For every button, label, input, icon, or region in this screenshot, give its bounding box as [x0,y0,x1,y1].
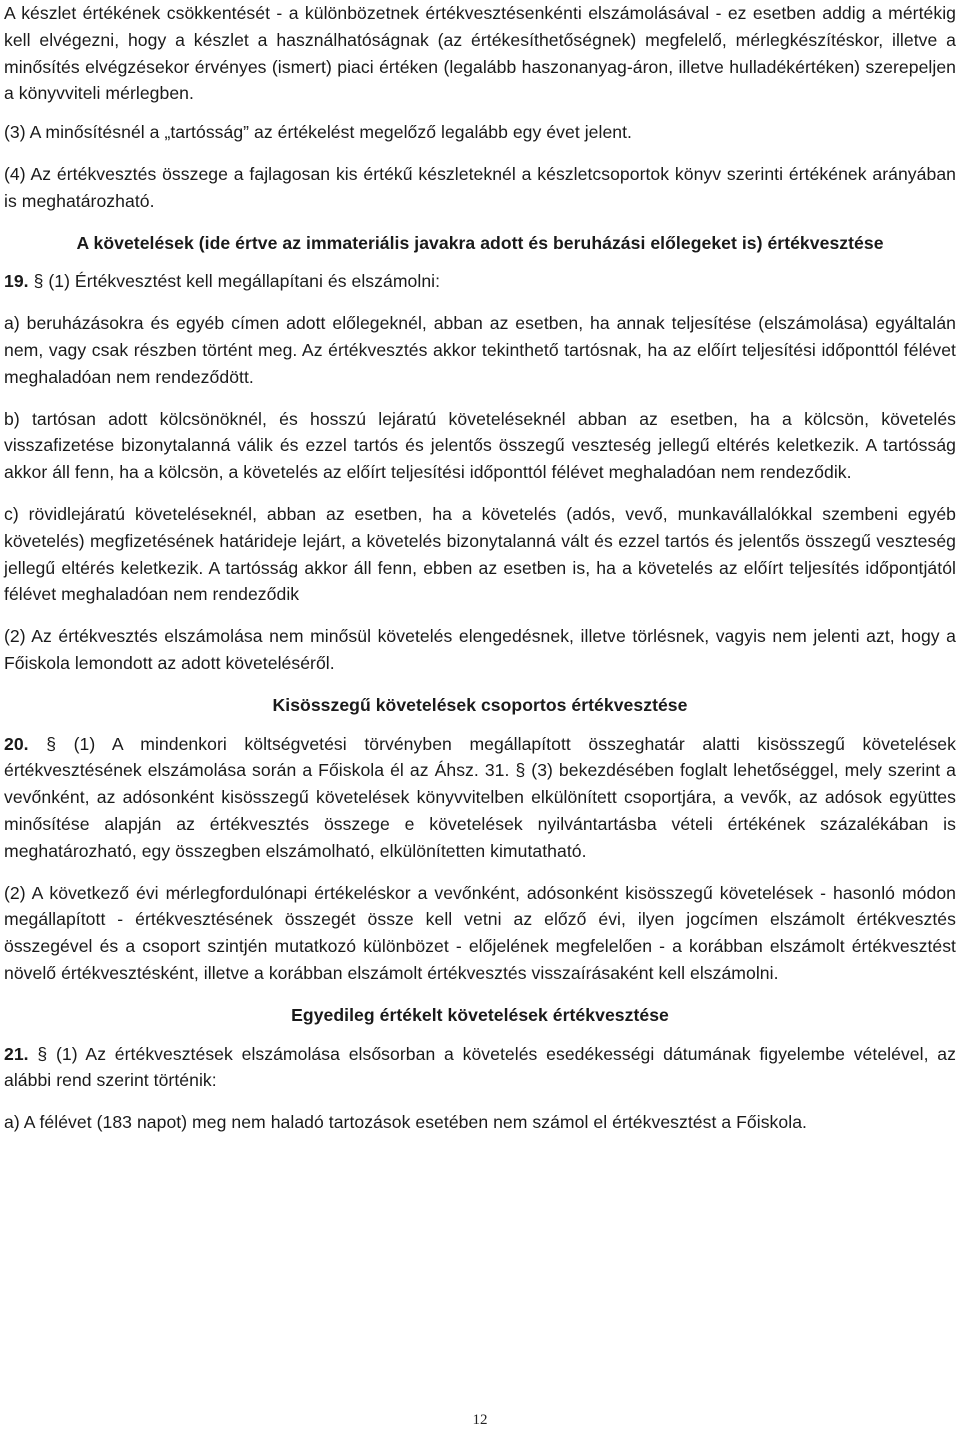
paragraph-4: (4) Az értékvesztés összege a fajlagosan kis értékű készleteknél a készletcsoportok könyv szerinti értékének arányában is meghatározható. [4,163,956,211]
section-21-point-a: a) A félévet (183 napot) meg nem haladó tartozások esetében nem számol el értékvesztést a Főiskola. [4,1112,807,1133]
section-19-point-a: a) beruházásokra és egyéb címen adott előlegeknél, abban az esetben, ha annak teljesítése (elszámolása) egyáltalán nem, vagy csak részben történt meg. Az értékvesztés akkor tekinthető tartósnak, ha az előírt teljesítési időponttól félévet meghaladóan nem rendeződött. [4,313,956,387]
section-20-para-2: (2) A következő évi mérlegfordulónapi értékeléskor a vevőnként, adósonként kisösszegű követelések - hasonló módon megállapított - értékvesztésének összegét össze kell vetni az előző évi, ilyen jogcímen elszámolt értékvesztés összegével és a csoport szintjén mutatkozó különbözet - előjelének megfelelően - a korábban elszámolt értékvesztést növelő értékvesztésként, illetve a korábban elszámolt értékvesztés visszaírásaként kell elszámolni. [4,882,956,983]
paragraph-intro: A készlet értékének csökkentését - a különbözetnek értékvesztésenkénti elszámolásával - ez esetben addig a mértékig kell elvégezni, hogy a készlet a használhatóságnak (az értékesíthetőségnek) megfelelő, mérlegkészítéskor, illetve a minősítés elvégzésekor érvényes (ismert) piaci értéken (legalább haszonanyag-áron, illetve hulladékértéken) szerepeljen a könyvviteli mérlegben. [4,3,956,104]
section-sign-icon: § [33,271,44,292]
heading-small-receivables: Kisösszegű követelések csoportos értékvesztése [272,694,688,715]
section-19-para-2: (2) Az értékvesztés elszámolása nem minősül követelés elengedésnek, illetve törlésnek, vagyis nem jelenti azt, hogy a Főiskola lemondott az adott követeléséről. [4,626,956,673]
section-20-para-1 [4,731,956,865]
section-20-number: 20. [4,733,29,754]
section-21-para-1 [4,1041,956,1095]
section-sign-icon: § [37,1043,48,1064]
heading-receivables-impairment: A követelések (ide értve az immateriális javakra adott és beruházási előlegeket is) értékvesztése [76,232,884,253]
heading-individual-receivables: Egyedileg értékelt követelések értékvesztése [291,1004,669,1025]
section-19-text: (1) Értékvesztést kell megállapítani és elszámolni: [43,271,441,292]
section-19-point-c: c) rövidlejáratú követeléseknél, abban az esetben, ha a követelés (adós, vevő, munkavállalókkal szembeni egyéb követelés) megfizetésének határideje lejárt, a követelés bizonytalanná vált és ezzel tartós és jelentős összegű veszteség jellegű eltérés keletkezik. A tartósság akkor áll fenn, ebben az esetben is, ha a követelés az előírt teljesítés időpontjától félévet meghaladóan nem rendeződik [4,503,956,605]
section-21-text: (1) Az értékvesztések elszámolása elsősorban a követelés esedékességi dátumának figyelembe vételével, az alábbi rend szerint történik: [4,1043,956,1091]
paragraph-3: (3) A minősítésnél a „tartósság” az értékelést megelőző legalább egy évet jelent. [4,122,632,143]
section-21-number: 21. [4,1043,29,1064]
section-19-point-b: b) tartósan adott kölcsönöknél, és hosszú lejáratú követeléseknél abban az esetben, ha a kölcsön, követelés visszafizetése bizonytalanná válik és ezzel tartós és jelentős összegű veszteség jellegű eltérés keletkezik. A tartósság akkor áll fenn, ha a kölcsön, a követelés az előírt teljesítési időponttól félévet meghaladóan nem rendeződik. [4,408,956,483]
document-page [4,0,956,1136]
section-sign-icon: § [46,733,57,754]
section-20-text: (1) A mindenkori költségvetési törvényben megállapított összeghatár alatti kisösszegű követelések értékvesztésének elszámolása során a Főiskola él az Áhsz. 31. § (3) bekezdésében foglalt lehetőséggel, mely szerint a vevőnként, az adósonként kisösszegű követelések könyvvitelben elkülönített csoportjára, a vevők, az adósok együttes minősítése alapján az értékvesztés összege e követelések nyilvántartásba vételi értékének százalékában is meghatározható, egy összegben elszámolható, elkülönítetten kimutatható. [4,733,956,861]
page-number: 12 [472,1412,488,1428]
section-19-para-1 [4,268,956,295]
section-19-number: 19. [4,271,29,292]
